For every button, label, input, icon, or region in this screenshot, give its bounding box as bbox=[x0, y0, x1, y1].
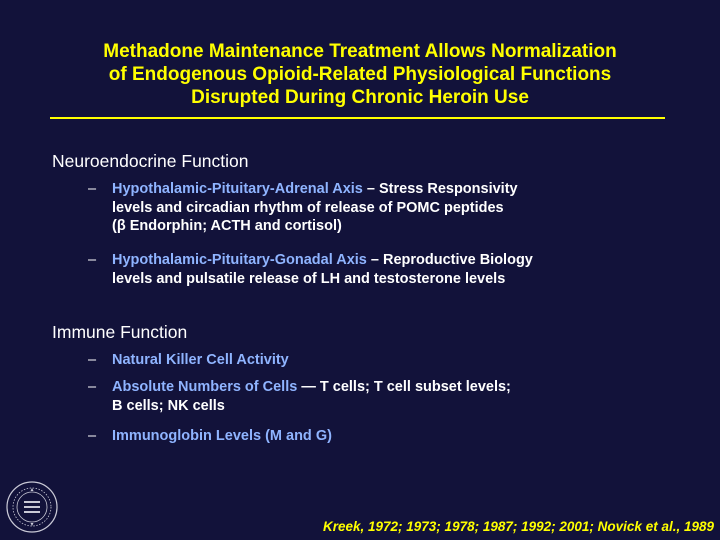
dash-bullet: – bbox=[88, 181, 97, 197]
item-highlight: Hypothalamic-Pituitary-Gonadal Axis bbox=[112, 252, 367, 268]
title-line-1: Methadone Maintenance Treatment Allows Normalization bbox=[103, 41, 617, 62]
dash-bullet: – bbox=[88, 352, 97, 368]
item-rest: – Stress Responsivity bbox=[362, 181, 518, 197]
item-line: B cells; NK cells bbox=[112, 397, 225, 414]
dash-bullet: – bbox=[88, 428, 97, 444]
item-highlight: Natural Killer Cell Activity bbox=[112, 352, 289, 368]
item-rest: — T cells; T cell subset levels; bbox=[297, 379, 511, 395]
slide-title bbox=[40, 40, 680, 109]
title-line-3: Disrupted During Chronic Heroin Use bbox=[191, 87, 529, 108]
university-seal-logo bbox=[5, 480, 59, 534]
dash-bullet: – bbox=[88, 252, 97, 268]
title-line-2: of Endogenous Opioid-Related Physiological Functions bbox=[108, 64, 612, 85]
item-line: levels and pulsatile release of LH and testosterone levels bbox=[112, 270, 506, 287]
item-line: levels and circadian rhythm of release of POMC peptides bbox=[112, 199, 504, 216]
title-underline bbox=[50, 117, 665, 119]
citation: Kreek, 1972; 1973; 1978; 1987; 1992; 2001; Novick et al., 1989 bbox=[322, 519, 714, 534]
item-rest: – Reproductive Biology bbox=[366, 252, 533, 268]
section-heading-neuroendocrine: Neuroendocrine Function bbox=[52, 151, 249, 171]
item-line: (β Endorphin; ACTH and cortisol) bbox=[112, 218, 342, 234]
dash-bullet: – bbox=[88, 379, 97, 395]
item-highlight: Immunoglobin Levels (M and G) bbox=[112, 428, 332, 444]
item-highlight: Absolute Numbers of Cells bbox=[112, 379, 298, 395]
item-highlight: Hypothalamic-Pituitary-Adrenal Axis bbox=[112, 181, 363, 197]
section-heading-immune: Immune Function bbox=[52, 322, 188, 342]
